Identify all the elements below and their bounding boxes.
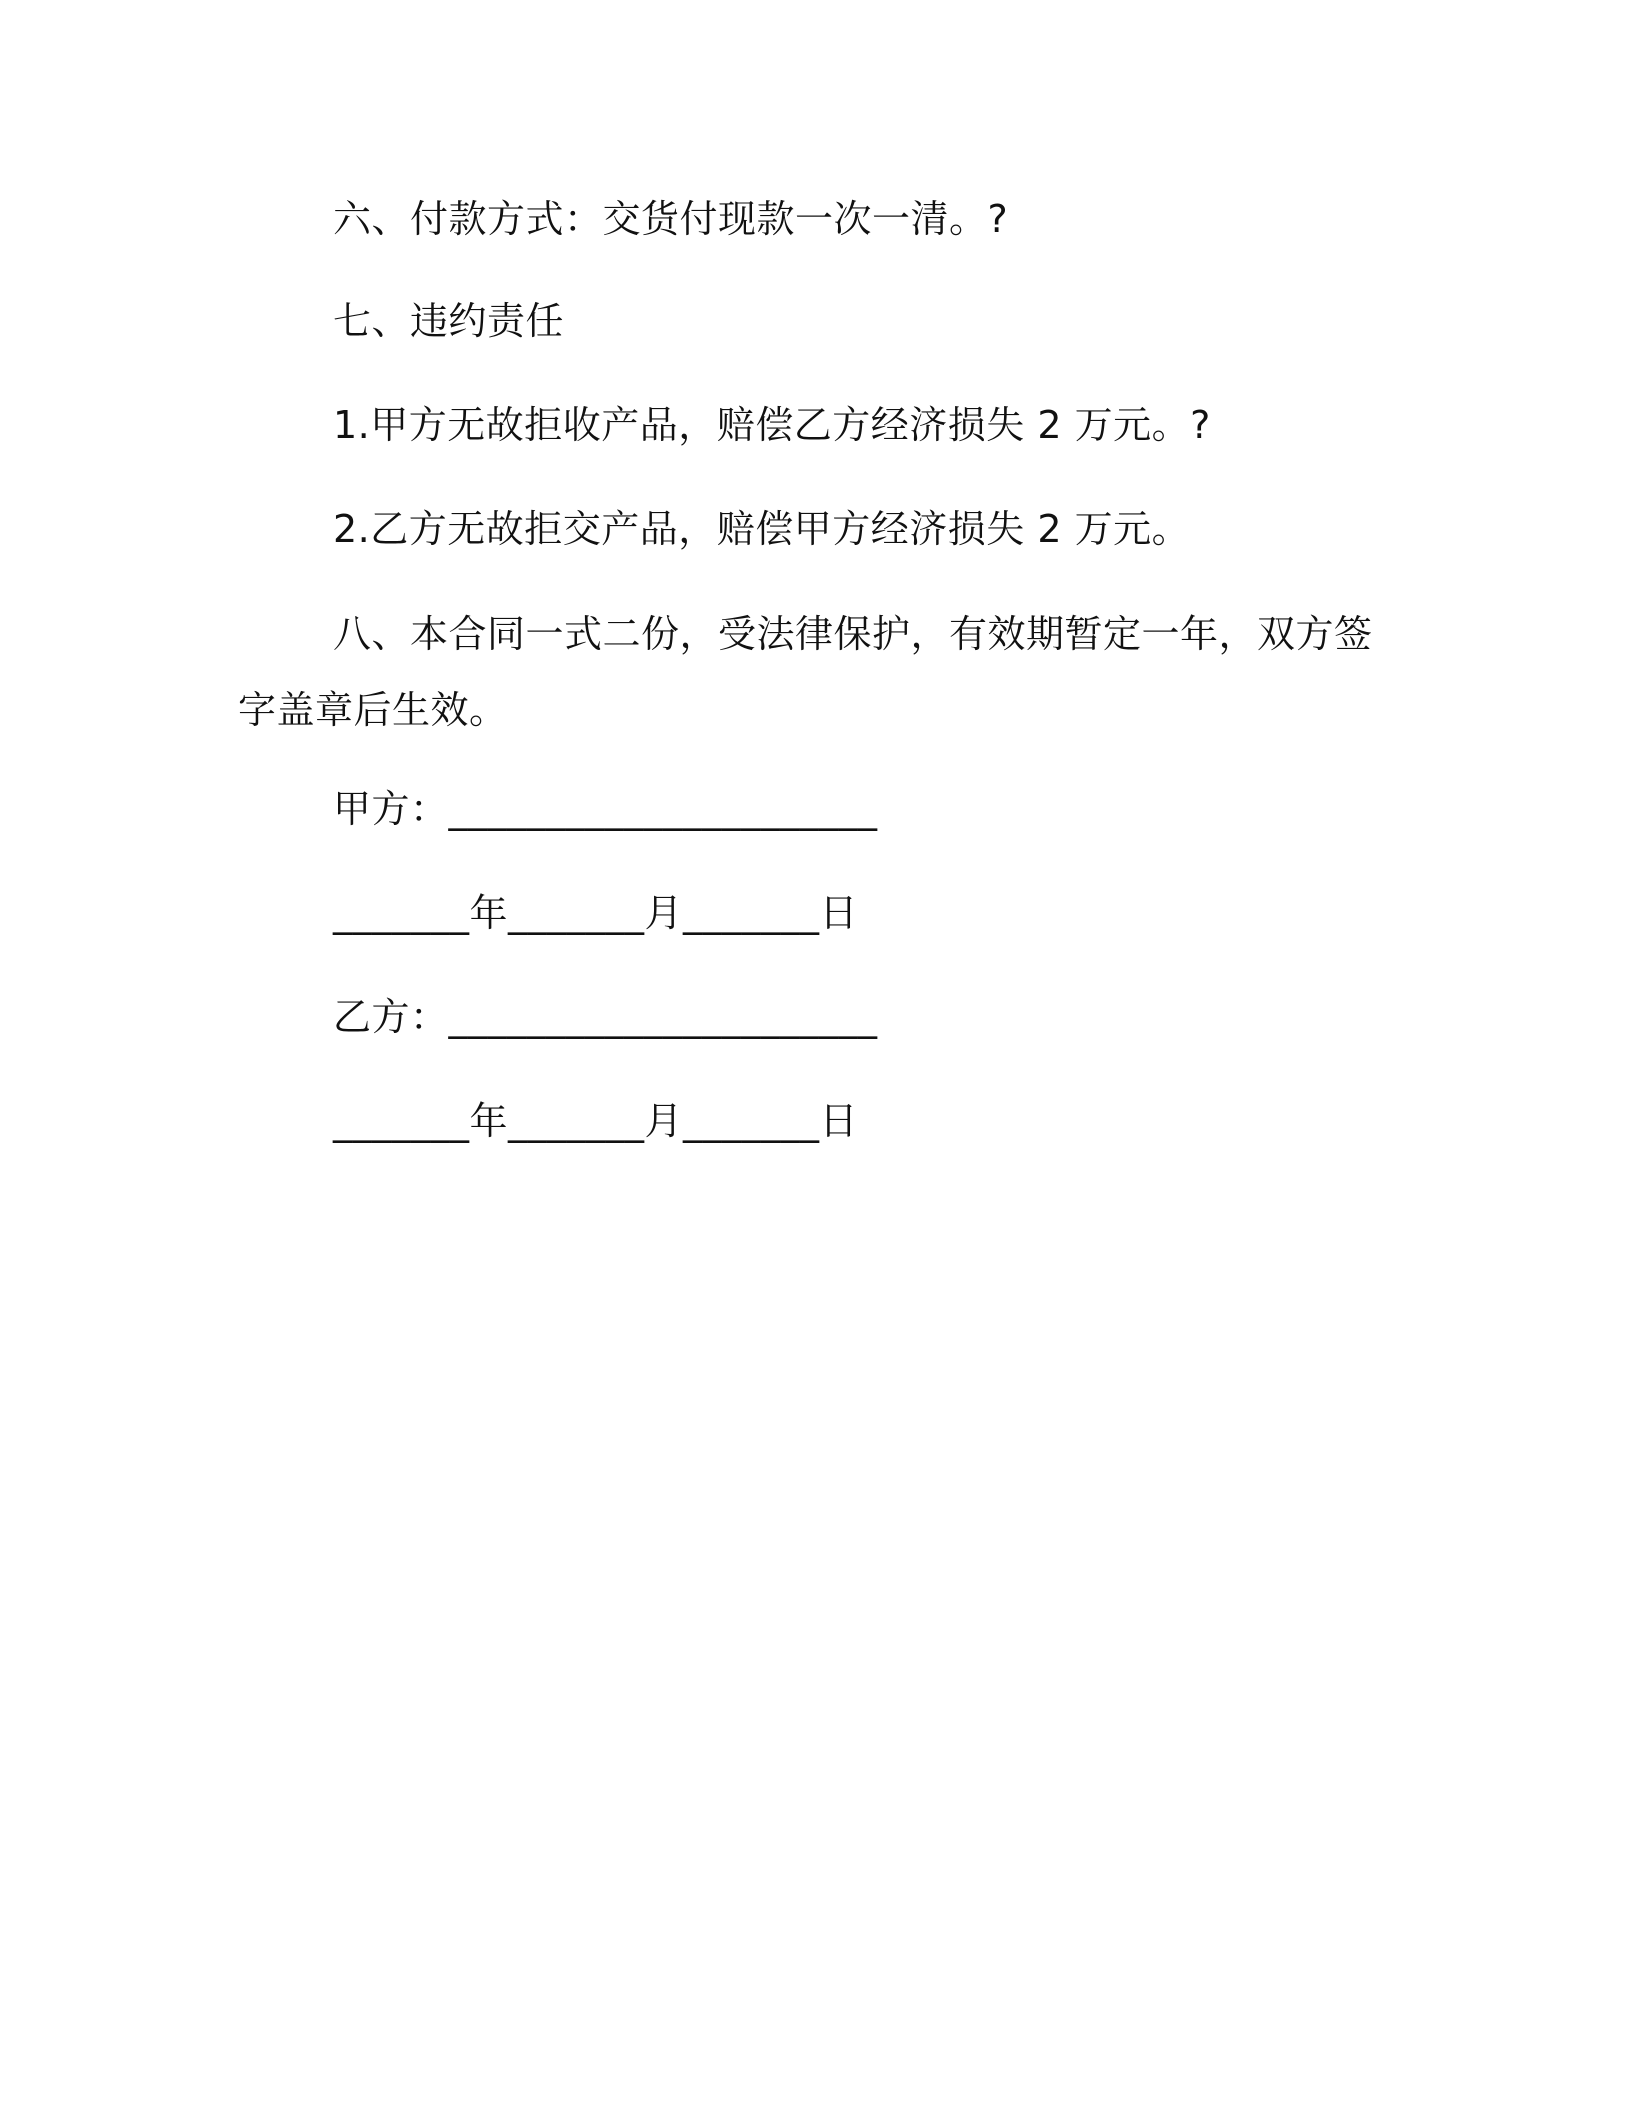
signature-party-a-date: _______年_______月_______日: [333, 891, 859, 935]
signature-party-a: 甲方：______________________: [333, 787, 878, 831]
clause-validity: 八、本合同一式二份，受法律保护，有效期暂定一年，双方签字盖章后生效。: [238, 612, 1373, 732]
signature-party-b-date: _______年_______月_______日: [333, 1099, 859, 1143]
clause-payment: 六、付款方式：交货付现款一次一清。?: [333, 197, 1009, 241]
clause-breach-item-1: 1.甲方无故拒收产品，赔偿乙方经济损失 2 万元。?: [333, 403, 1211, 447]
clause-breach-heading: 七、违约责任: [333, 299, 565, 343]
signature-party-b: 乙方：______________________: [333, 995, 878, 1039]
clause-breach-item-2: 2.乙方无故拒交产品，赔偿甲方经济损失 2 万元。: [333, 507, 1191, 551]
